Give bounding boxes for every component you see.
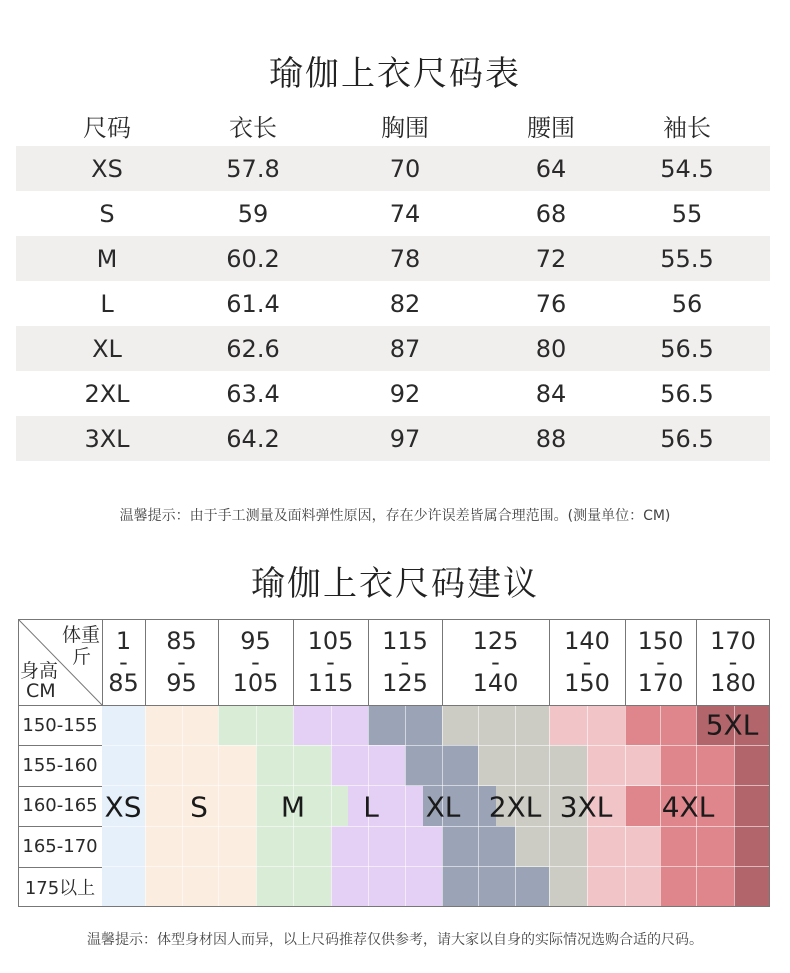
weight-header-part: 95 bbox=[166, 668, 197, 697]
size-region-2xl bbox=[515, 826, 587, 866]
size-region-4xl bbox=[660, 745, 734, 785]
height-label: 175以上 bbox=[24, 877, 96, 899]
size-label-xl: XL bbox=[425, 790, 461, 824]
cell-length: 60.2 bbox=[226, 244, 280, 273]
grid-separator bbox=[625, 705, 626, 907]
cell-sleeve: 55 bbox=[671, 199, 703, 228]
weight-header-part: - bbox=[251, 647, 260, 676]
cell-size: M bbox=[96, 244, 118, 273]
cell-length: 62.6 bbox=[226, 334, 280, 363]
cell-size: 2XL bbox=[84, 379, 130, 408]
recommendation-note: 温馨提示：体型身材因人而异，以上尺码推荐仅供参考，请大家以自身的实际情况选购合适的尺码。 bbox=[87, 932, 703, 948]
size-recommendation-grid bbox=[18, 619, 770, 907]
cell-waist: 76 bbox=[535, 289, 567, 318]
size-label-s: S bbox=[190, 790, 208, 824]
cell-waist: 72 bbox=[535, 244, 567, 273]
size-label-l: L bbox=[363, 790, 379, 824]
size-region-3xl bbox=[587, 745, 660, 785]
weight-header-part: - bbox=[119, 647, 128, 676]
corner-height-label: 身高 bbox=[20, 660, 59, 682]
weight-header-part: - bbox=[400, 647, 410, 676]
weight-header-part: - bbox=[582, 647, 592, 676]
size-table-row bbox=[16, 371, 770, 416]
weight-header-part: 105 bbox=[232, 668, 279, 697]
weight-header-part: 85 bbox=[166, 626, 197, 655]
weight-header-part: - bbox=[656, 647, 665, 676]
cell-bust: 82 bbox=[389, 289, 421, 318]
cell-sleeve: 55.5 bbox=[660, 244, 714, 273]
weight-header-part: 180 bbox=[710, 668, 756, 697]
cell-bust: 92 bbox=[389, 379, 421, 408]
grid-separator bbox=[145, 705, 146, 907]
weight-header bbox=[368, 619, 442, 705]
size-region-3xl bbox=[587, 867, 660, 907]
cell-size: XS bbox=[91, 154, 123, 183]
grid-separator bbox=[478, 705, 479, 907]
size-table-row bbox=[16, 146, 770, 191]
grid-separator bbox=[102, 866, 770, 867]
weight-header bbox=[625, 619, 696, 705]
grid-separator bbox=[182, 705, 183, 907]
cell-bust: 70 bbox=[389, 154, 421, 183]
height-label: 150-155 bbox=[22, 714, 98, 736]
weight-header-part: 95 bbox=[240, 626, 271, 655]
header-size: 尺码 bbox=[83, 113, 131, 142]
size-chart-table bbox=[16, 104, 770, 461]
cell-waist: 80 bbox=[535, 334, 567, 363]
cell-size: S bbox=[99, 199, 115, 228]
grid-separator bbox=[102, 785, 770, 786]
cell-length: 63.4 bbox=[226, 379, 280, 408]
grid-border bbox=[18, 906, 770, 907]
cell-size: XL bbox=[92, 334, 122, 363]
size-region-l bbox=[348, 786, 423, 826]
size-label-3xl: 3XL bbox=[559, 790, 613, 824]
grid-separator bbox=[331, 705, 332, 907]
cell-length: 57.8 bbox=[226, 154, 280, 183]
weight-header bbox=[218, 619, 293, 705]
weight-header bbox=[102, 619, 145, 705]
corner-weight-label: 体重 bbox=[62, 624, 101, 646]
size-table-row bbox=[16, 236, 770, 281]
size-label-m: M bbox=[280, 790, 306, 824]
size-table-row bbox=[16, 281, 770, 326]
weight-header bbox=[293, 619, 368, 705]
grid-separator bbox=[549, 705, 550, 907]
weight-header-part: 150 bbox=[637, 626, 684, 655]
weight-header-part: 115 bbox=[307, 668, 354, 697]
weight-header-part: 140 bbox=[564, 626, 610, 655]
size-label-2xl: 2XL bbox=[488, 790, 542, 824]
cell-sleeve: 56.5 bbox=[660, 334, 714, 363]
weight-header bbox=[145, 619, 218, 705]
size-region-2xl bbox=[442, 705, 549, 745]
header-bust: 胸围 bbox=[381, 113, 429, 142]
weight-header-part: 170 bbox=[710, 626, 756, 655]
cell-sleeve: 56.5 bbox=[660, 424, 714, 453]
weight-header bbox=[442, 619, 549, 705]
corner-height-unit: CM bbox=[26, 680, 56, 702]
size-chart-title: 瑜伽上衣尺码表 bbox=[269, 54, 521, 94]
weight-header-part: 85 bbox=[108, 668, 139, 697]
cell-sleeve: 56.5 bbox=[660, 379, 714, 408]
cell-waist: 84 bbox=[535, 379, 567, 408]
grid-separator bbox=[660, 705, 661, 907]
cell-bust: 78 bbox=[389, 244, 421, 273]
cell-size: 3XL bbox=[84, 424, 130, 453]
measurement-note: 温馨提示：由于手工测量及面料弹性原因，存在少许误差皆属合理范围。(测量单位：CM) bbox=[119, 508, 671, 524]
size-region-s bbox=[145, 745, 256, 785]
height-label: 155-160 bbox=[22, 754, 98, 776]
size-table-row bbox=[16, 191, 770, 236]
recommendation-title: 瑜伽上衣尺码建议 bbox=[251, 564, 539, 604]
weight-header-part: 125 bbox=[382, 668, 428, 697]
weight-header bbox=[549, 619, 625, 705]
weight-header-part: 150 bbox=[564, 668, 610, 697]
size-label-5xl: 5XL bbox=[705, 708, 759, 742]
cell-waist: 88 bbox=[535, 424, 567, 453]
weight-header-part: 140 bbox=[472, 668, 519, 697]
grid-separator bbox=[405, 705, 406, 907]
height-label: 165-170 bbox=[22, 835, 98, 857]
weight-header-part: - bbox=[326, 647, 335, 676]
cell-sleeve: 56 bbox=[671, 289, 703, 318]
height-label: 160-165 bbox=[22, 795, 98, 817]
grid-separator bbox=[256, 705, 257, 907]
size-label-xs: XS bbox=[104, 790, 142, 824]
weight-header bbox=[696, 619, 770, 705]
cell-size: L bbox=[100, 289, 114, 318]
weight-header-part: 105 bbox=[307, 626, 354, 655]
weight-header-part: - bbox=[177, 647, 186, 676]
weight-header-part: 1 bbox=[115, 626, 132, 655]
size-label-4xl: 4XL bbox=[661, 790, 715, 824]
grid-separator bbox=[102, 745, 770, 746]
corner-weight-unit: 斤 bbox=[72, 646, 92, 668]
weight-header-part: 125 bbox=[472, 626, 519, 655]
cell-length: 64.2 bbox=[226, 424, 280, 453]
cell-length: 59 bbox=[237, 199, 269, 228]
size-region-m bbox=[256, 745, 331, 785]
cell-bust: 87 bbox=[389, 334, 421, 363]
header-waist: 腰围 bbox=[527, 113, 575, 142]
cell-bust: 97 bbox=[389, 424, 421, 453]
cell-bust: 74 bbox=[389, 199, 421, 228]
weight-header-part: 170 bbox=[637, 668, 684, 697]
header-sleeve: 袖长 bbox=[663, 113, 711, 142]
weight-header-part: - bbox=[491, 647, 500, 676]
weight-header-part: - bbox=[728, 647, 738, 676]
size-table-row bbox=[16, 326, 770, 371]
grid-separator bbox=[218, 705, 219, 907]
cell-waist: 64 bbox=[535, 154, 567, 183]
weight-header-part: 115 bbox=[382, 626, 428, 655]
size-region-3xl bbox=[587, 826, 660, 866]
size-region-2xl bbox=[478, 745, 587, 785]
size-table-row bbox=[16, 416, 770, 461]
size-region-2xl bbox=[549, 867, 587, 907]
grid-separator bbox=[102, 826, 770, 827]
grid-border bbox=[18, 705, 770, 706]
cell-length: 61.4 bbox=[226, 289, 280, 318]
cell-sleeve: 54.5 bbox=[660, 154, 714, 183]
size-region-4xl bbox=[625, 705, 696, 745]
header-length: 衣长 bbox=[229, 113, 277, 142]
cell-waist: 68 bbox=[535, 199, 567, 228]
size-table-header-row bbox=[16, 104, 770, 146]
